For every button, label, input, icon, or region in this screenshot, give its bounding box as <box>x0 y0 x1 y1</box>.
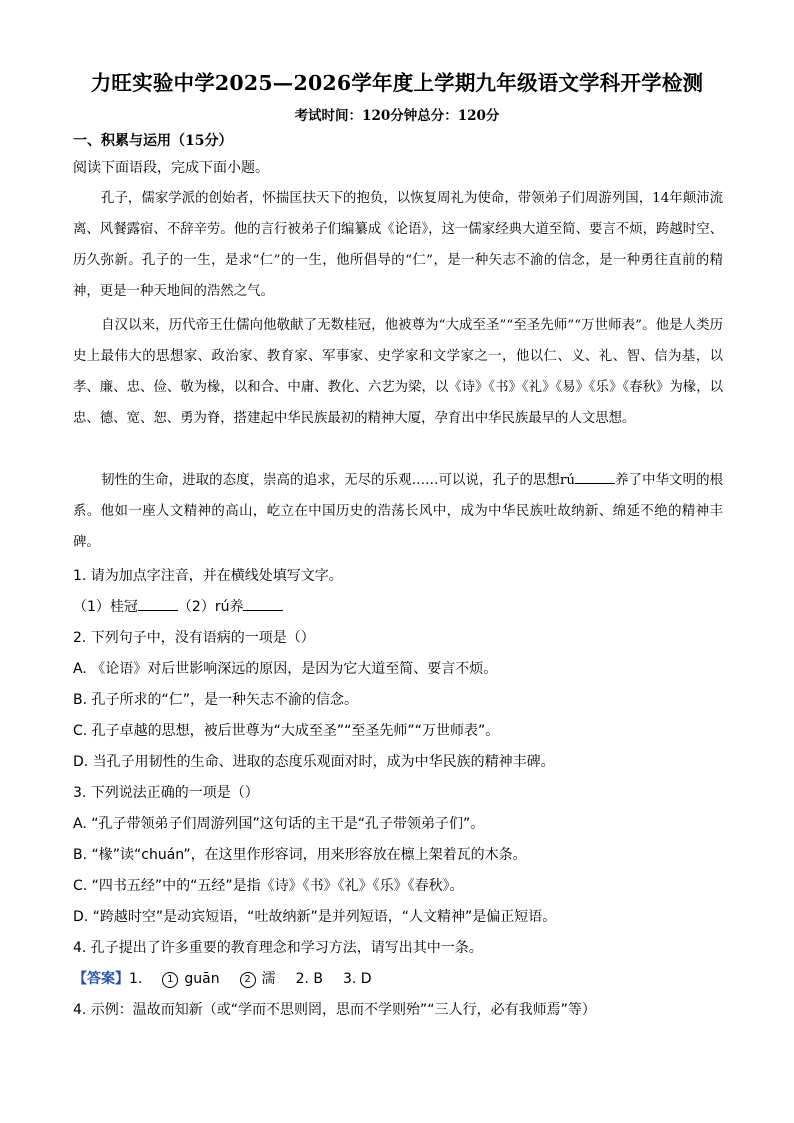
circled-number-1: 1 <box>162 972 178 988</box>
fill-blank <box>575 471 615 484</box>
answer-tag: 【答案】 <box>73 971 129 987</box>
passage-paragraph-3: 韧性的生命，进取的态度，崇高的追求，无尽的乐观……可以说，孔子的思想rú 养了中华文明的根系。他如一座人文精神的高山，屹立在中国历史的浩荡长风中，成为中华民族吐故纳新、绵延不绝的精神丰碑。 <box>73 473 723 550</box>
answer-4: 4. 示例：温故而知新（或“学而不思则罔，思而不学则殆”“三人行，必有我师焉”等） <box>73 1002 596 1018</box>
question-3-option-c: C. “四书五经”中的“五经”是指《诗》《书》《礼》《乐》《春秋》。 <box>73 878 464 894</box>
instruction-text: 阅读下面语段，完成下面小题。 <box>73 160 269 176</box>
answer-line: 【答案】1. 1 guān 2 濡 2. B 3. D <box>73 971 372 987</box>
question-3: 3. 下列说法正确的一项是（） <box>73 785 259 801</box>
question-4: 4. 孔子提出了许多重要的教育理念和学习方法，请写出其中一条。 <box>73 940 483 956</box>
question-2-option-a: A. 《论语》对后世影响深远的原因，是因为它大道至简、要言不烦。 <box>73 661 498 677</box>
passage-paragraph-2: 自汉以来，历代帝王仕儒向他敬献了无数桂冠，他被尊为“大成至圣”“至圣先师”“万世师表”。他是人类历史上最伟大的思想家、政治家、教育家、军事家、史学家和文学家之一，他以仁、义、礼、智、信为基，以孝、廉、忠、俭、敬为椽，以和合、中庸、教化、六艺为梁，以《诗》《书》《礼》《易》《乐》《春秋》为椽，以忠、德、宽、恕、勇为脊，搭建起中华民族最初的精神大厦，孕育出中华民族最早的人文思想。 <box>73 318 723 426</box>
question-1-subparts: （1）桂冠 （2）rú养 <box>73 596 283 616</box>
question-2-option-b: B. 孔子所求的“仁”，是一种矢志不渝的信念。 <box>73 692 359 708</box>
question-3-option-d: D. “跨越时空”是动宾短语，“吐故纳新”是并列短语，“人文精神”是偏正短语。 <box>73 909 557 925</box>
question-1: 1. 请为加点字注音，并在横线处填写文字。 <box>73 568 343 584</box>
page-title: 力旺实验中学2025—2026学年度上学期九年级语文学科开学检测 <box>90 71 704 95</box>
answer-blank-2 <box>243 598 283 611</box>
exam-info: 考试时间：120分钟总分：120分 <box>294 108 500 124</box>
section-heading: 一、积累与运用（15分） <box>73 133 233 149</box>
answer-blank-1 <box>138 598 178 611</box>
question-2-option-c: C. 孔子卓越的思想，被后世尊为“大成至圣”“至圣先师”“万世师表”。 <box>73 723 500 739</box>
question-2: 2. 下列句子中，没有语病的一项是（） <box>73 630 315 646</box>
question-2-option-d: D. 当孔子用韧性的生命、进取的态度乐观面对时，成为中华民族的精神丰碑。 <box>73 754 555 770</box>
circled-number-2: 2 <box>240 972 256 988</box>
passage-paragraph-1: 孔子，儒家学派的创始者，怀揣匡扶天下的抱负，以恢复周礼为使命，带领弟子们周游列国，14年颠沛流离、风餐露宿、不辞辛劳。他的言行被弟子们编纂成《论语》，这一儒家经典大道至简、要言不烦，跨越时空、历久弥新。孔子的一生，是求“仁”的一生，他所倡导的“仁”，是一种矢志不渝的信念，是一种勇往直前的精神，更是一种天地间的浩然之气。 <box>73 191 723 299</box>
question-3-option-a: A. “孔子带领弟子们周游列国”这句话的主干是“孔子带领弟子们”。 <box>73 816 485 832</box>
question-3-option-b: B. “椽”读“chuán”，在这里作形容词，用来形容放在檩上架着瓦的木条。 <box>73 847 527 863</box>
